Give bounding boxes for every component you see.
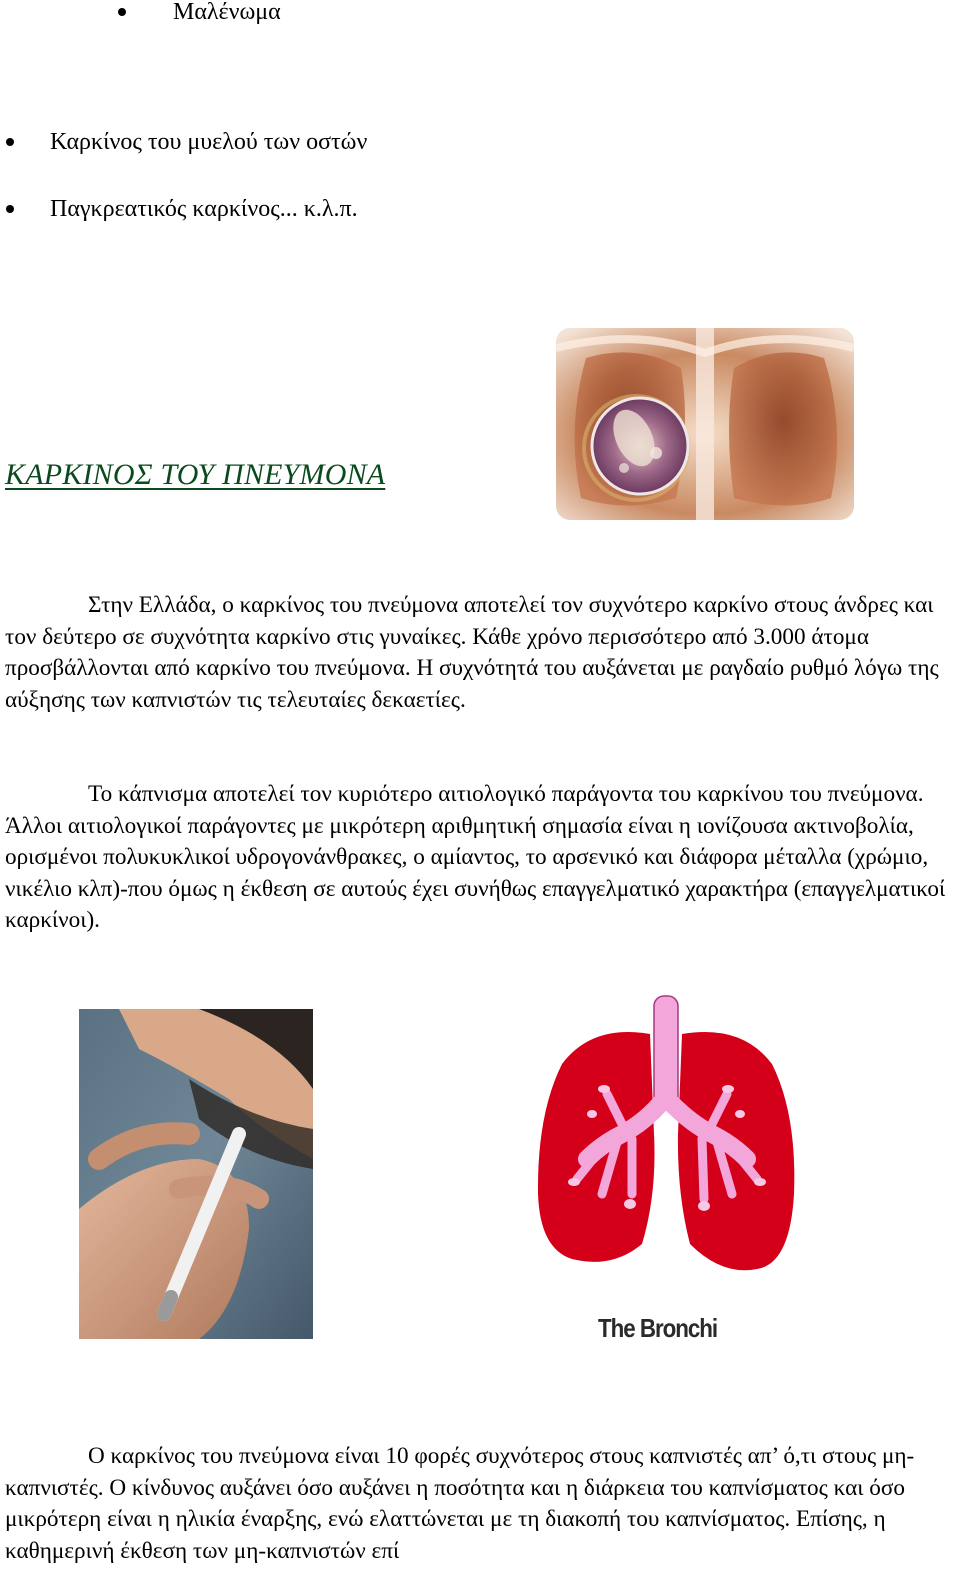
list-item-text: Καρκίνος του μυελού των οστών xyxy=(50,129,368,155)
paragraph: Το κάπνισμα αποτελεί τον κυριότερο αιτιολογικό παράγοντα του καρκίνου του πνεύμονα. Άλλοι αιτιολογικοί παράγοντες με μικρότερη αριθμητική σημασία είναι η ιονίζουσα ακτινοβολία, ορισμένοι πολυκυκλικοί υδρογονάνθρακες, ο αμίαντος, το αρσενικό και διάφορα μέταλλα (χρώμιο, νικέλιο κλπ)-που όμως η έκθεση σε αυτούς έχει συνήθως επαγγελματικό χαρακτήρα (επαγγελματικοί καρκίνοι). xyxy=(5,781,946,934)
section-heading: ΚΑΡΚΙΝΟΣ ΤΟΥ ΠΝΕΥΜΟΝΑ xyxy=(5,458,386,491)
bullet-icon xyxy=(118,8,126,16)
list-item-text: Παγκρεατικός καρκίνος... κ.λ.π. xyxy=(50,196,358,222)
bullet-icon xyxy=(6,138,14,146)
paragraph: Ο καρκίνος του πνεύμονα είναι 10 φορές συχνότερος στους καπνιστές απ’ ό,τι στους μη-καπνιστές. Ο κίνδυνος αυξάνει όσο αυξάνει η ποσότητα και η διάρκεια του καπνίσματος και όσο μικρότερη είναι η ηλικία έναρξης, ενώ ελαττώνεται με τη διακοπή του καπνίσματος. Επίσης, η καθημερινή έκθεση των μη-καπνιστών επί xyxy=(5,1443,915,1564)
paragraph: Στην Ελλάδα, ο καρκίνος του πνεύμονα αποτελεί τον συχνότερο καρκίνο στους άνδρες και τον δεύτερο σε συχνότητα καρκίνο στις γυναίκες. Κάθε χρόνο περισσότερο από 3.000 άτομα προσβάλλονται από καρκίνο του πνεύμονα. Η συχνότητά του αυξάνεται με ραγδαίο ρυθμό λόγω της αύξησης των καπνιστών τις τελευταίες δεκαετίες. xyxy=(5,592,939,713)
list-item-text: Μαλένωμα xyxy=(173,0,281,25)
figure-caption: The Bronchi xyxy=(598,1313,718,1343)
bullet-icon xyxy=(6,205,14,213)
bronchi-lungs-illustration xyxy=(532,994,800,1284)
smoker-image xyxy=(79,1009,313,1339)
chest-xray-image xyxy=(556,328,854,520)
